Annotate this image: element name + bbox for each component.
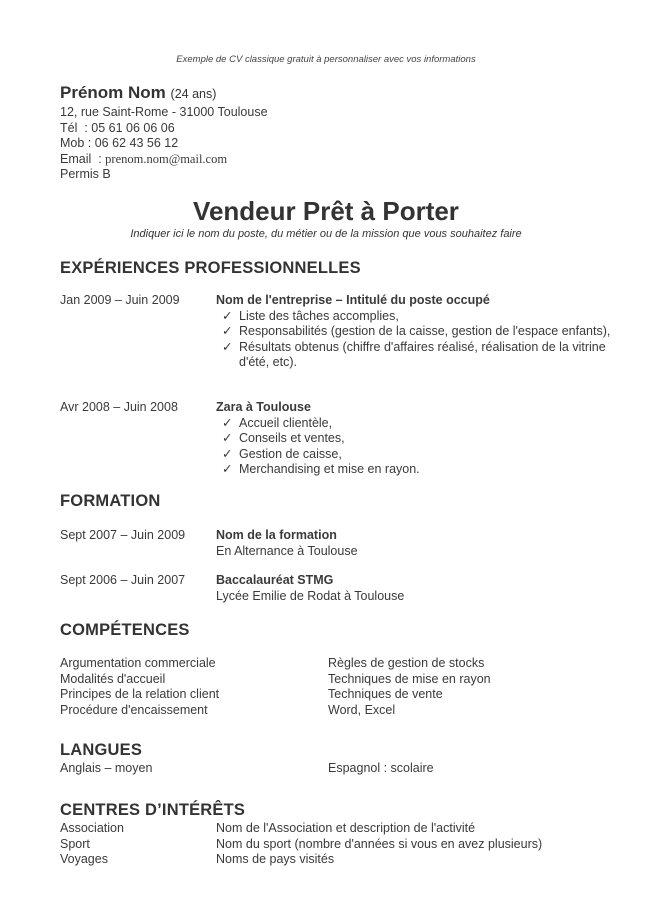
competences-right-column [328,656,491,718]
top-note: Exemple de CV classique gratuit à personnaliser avec vos informations [176,54,476,65]
interet-row [60,852,620,868]
list-item: Techniques de mise en rayon [328,671,491,686]
check-icon: ✓ [222,308,233,323]
interet-row [60,837,620,853]
list-item: ✓ Responsabilités (gestion de la caisse, gestion de l'espace enfants), [222,324,611,338]
interet-description: Noms de pays visités [216,852,335,866]
formation-title: Baccalauréat STMG [216,573,334,587]
job-subtitle: Indiquer ici le nom du poste, du métier ou de la mission que vous souhaitez faire [130,228,522,240]
formation-date: Sept 2007 – Juin 2009 [60,528,186,542]
interets-list [60,821,620,868]
email-value: prenom.nom@mail.com [105,151,228,166]
interet-row [60,821,620,837]
list-item: Techniques de vente [328,687,443,701]
formation-detail: En Alternance à Toulouse [216,543,358,558]
section-title-interets: CENTRES D’INTÉRÊTS [60,801,246,819]
section-title-langues: LANGUES [60,741,143,759]
section-title-formation: FORMATION [60,492,161,510]
experience-date: Jan 2009 – Juin 2009 [60,293,180,307]
phone-mob: Mob : 06 62 43 56 12 [60,136,179,150]
check-icon: ✓ [222,324,233,338]
list-item: ✓ Gestion de caisse, [222,446,342,461]
interet-label: Sport [60,836,90,851]
driving-license: Permis B [60,167,111,181]
candidate-age: (24 ans) [170,87,217,101]
section-title-experiences: EXPÉRIENCES PROFESSIONNELLES [60,259,361,277]
identity-block [60,82,268,183]
language-spanish: Espagnol : scolaire [328,761,434,775]
check-icon: ✓ [222,431,233,445]
email-label: Email : [60,151,106,166]
interet-description: Nom de l'Association et description de l'activité [216,821,476,835]
formation-body [216,573,616,604]
section-title-competences: COMPÉTENCES [60,621,190,639]
list-item: Argumentation commerciale [60,656,216,670]
list-item: Modalités d'accueil [60,671,166,686]
interet-label: Voyages [60,852,108,866]
interet-label: Association [60,821,124,835]
experience-tasks [216,416,616,478]
experience-title: Zara à Toulouse [216,400,311,414]
experience-body [216,293,616,371]
check-icon: ✓ [222,415,233,430]
check-icon: ✓ [222,339,233,354]
interet-description: Nom du sport (nombre d'années si vous en avez plusieurs) [216,836,543,851]
candidate-name: Prénom Nom [60,83,166,102]
competences-left-column [60,656,219,718]
language-english: Anglais – moyen [60,761,153,775]
list-item: Procédure d'encaissement [60,702,208,717]
job-title: Vendeur Prêt à Porter [193,196,459,226]
formation-title: Nom de la formation [216,528,337,542]
formation-body [216,528,616,559]
candidate-name-line [60,82,268,105]
experience-date: Avr 2008 – Juin 2008 [60,400,178,414]
list-item: ✓ Conseils et ventes, [222,431,345,445]
check-icon: ✓ [222,462,233,476]
list-item: ✓ Merchandising et mise en rayon. [222,462,420,476]
list-item: Principes de la relation client [60,687,220,701]
list-item: ✓ Liste des tâches accomplies, [222,308,399,323]
list-item: Règles de gestion de stocks [328,656,485,670]
list-item: ✓ Accueil clientèle, [222,415,333,430]
formation-date: Sept 2006 – Juin 2007 [60,573,186,587]
check-icon: ✓ [222,446,233,461]
address: 12, rue Saint-Rome - 31000 Toulouse [60,105,268,119]
phone-tel: Tél : 05 61 06 06 06 [60,120,175,135]
experience-tasks [216,309,616,371]
list-item: ✓ Résultats obtenus (chiffre d'affaires réalisé, réalisation de la vitrine d'été, etc). [222,339,606,369]
list-item: Word, Excel [328,702,396,717]
email-line [60,152,268,168]
experience-body [216,400,616,478]
experience-title: Nom de l'entreprise – Intitulé du poste occupé [216,293,490,307]
formation-detail: Lycée Emilie de Rodat à Toulouse [216,588,405,603]
